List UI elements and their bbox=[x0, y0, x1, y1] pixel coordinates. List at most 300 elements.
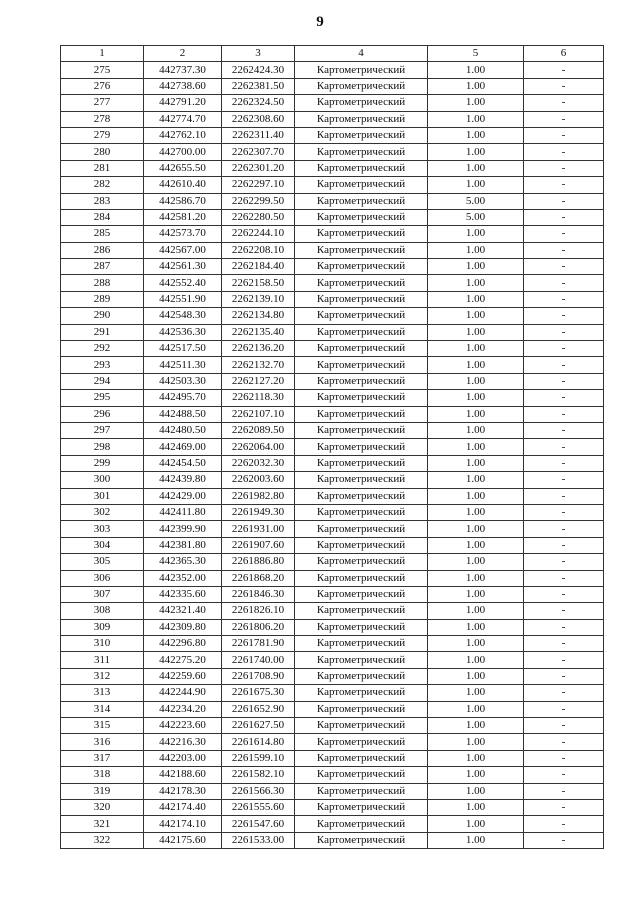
point-number-cell: 320 bbox=[61, 799, 144, 815]
y-coordinate-cell: 2261868.20 bbox=[222, 570, 295, 586]
table-row bbox=[61, 619, 604, 635]
accuracy-cell: 1.00 bbox=[428, 652, 524, 668]
table-row bbox=[61, 422, 604, 438]
accuracy-cell: 1.00 bbox=[428, 734, 524, 750]
note-cell: - bbox=[524, 750, 604, 766]
accuracy-cell: 1.00 bbox=[428, 537, 524, 553]
x-coordinate-cell: 442178.30 bbox=[144, 783, 222, 799]
y-coordinate-cell: 2261886.80 bbox=[222, 554, 295, 570]
method-cell: Картометрический bbox=[295, 521, 428, 537]
point-number-cell: 287 bbox=[61, 259, 144, 275]
point-number-cell: 292 bbox=[61, 341, 144, 357]
y-coordinate-cell: 2262301.20 bbox=[222, 160, 295, 176]
x-coordinate-cell: 442244.90 bbox=[144, 685, 222, 701]
note-cell: - bbox=[524, 439, 604, 455]
accuracy-cell: 1.00 bbox=[428, 308, 524, 324]
accuracy-cell: 1.00 bbox=[428, 799, 524, 815]
x-coordinate-cell: 442175.60 bbox=[144, 832, 222, 848]
y-coordinate-cell: 2262308.60 bbox=[222, 111, 295, 127]
accuracy-cell: 1.00 bbox=[428, 422, 524, 438]
note-cell: - bbox=[524, 537, 604, 553]
method-cell: Картометрический bbox=[295, 586, 428, 602]
note-cell: - bbox=[524, 308, 604, 324]
table-row bbox=[61, 209, 604, 225]
table-row bbox=[61, 488, 604, 504]
y-coordinate-cell: 2261582.10 bbox=[222, 767, 295, 783]
page-number: 9 bbox=[316, 14, 324, 30]
point-number-cell: 321 bbox=[61, 816, 144, 832]
table-row bbox=[61, 177, 604, 193]
accuracy-cell: 1.00 bbox=[428, 160, 524, 176]
x-coordinate-cell: 442561.30 bbox=[144, 259, 222, 275]
y-coordinate-cell: 2261846.30 bbox=[222, 586, 295, 602]
x-coordinate-cell: 442774.70 bbox=[144, 111, 222, 127]
accuracy-cell: 1.00 bbox=[428, 832, 524, 848]
y-coordinate-cell: 2262324.50 bbox=[222, 95, 295, 111]
point-number-cell: 277 bbox=[61, 95, 144, 111]
x-coordinate-cell: 442234.20 bbox=[144, 701, 222, 717]
point-number-cell: 317 bbox=[61, 750, 144, 766]
method-cell: Картометрический bbox=[295, 750, 428, 766]
y-coordinate-cell: 2262032.30 bbox=[222, 455, 295, 471]
y-coordinate-cell: 2262132.70 bbox=[222, 357, 295, 373]
note-cell: - bbox=[524, 390, 604, 406]
y-coordinate-cell: 2262003.60 bbox=[222, 472, 295, 488]
note-cell: - bbox=[524, 160, 604, 176]
accuracy-cell: 1.00 bbox=[428, 554, 524, 570]
accuracy-cell: 5.00 bbox=[428, 209, 524, 225]
accuracy-cell: 1.00 bbox=[428, 259, 524, 275]
note-cell: - bbox=[524, 193, 604, 209]
point-number-cell: 295 bbox=[61, 390, 144, 406]
point-number-cell: 322 bbox=[61, 832, 144, 848]
y-coordinate-cell: 2261982.80 bbox=[222, 488, 295, 504]
point-number-cell: 280 bbox=[61, 144, 144, 160]
point-number-cell: 303 bbox=[61, 521, 144, 537]
table-row bbox=[61, 308, 604, 324]
accuracy-cell: 1.00 bbox=[428, 521, 524, 537]
method-cell: Картометрический bbox=[295, 504, 428, 520]
y-coordinate-cell: 2261555.60 bbox=[222, 799, 295, 815]
method-cell: Картометрический bbox=[295, 832, 428, 848]
y-coordinate-cell: 2261949.30 bbox=[222, 504, 295, 520]
y-coordinate-cell: 2262244.10 bbox=[222, 226, 295, 242]
method-cell: Картометрический bbox=[295, 472, 428, 488]
accuracy-cell: 1.00 bbox=[428, 111, 524, 127]
x-coordinate-cell: 442586.70 bbox=[144, 193, 222, 209]
x-coordinate-cell: 442581.20 bbox=[144, 209, 222, 225]
table-row bbox=[61, 521, 604, 537]
point-number-cell: 290 bbox=[61, 308, 144, 324]
note-cell: - bbox=[524, 701, 604, 717]
table-row bbox=[61, 668, 604, 684]
note-cell: - bbox=[524, 357, 604, 373]
y-coordinate-cell: 2262158.50 bbox=[222, 275, 295, 291]
note-cell: - bbox=[524, 341, 604, 357]
table-row bbox=[61, 259, 604, 275]
point-number-cell: 313 bbox=[61, 685, 144, 701]
note-cell: - bbox=[524, 636, 604, 652]
point-number-cell: 281 bbox=[61, 160, 144, 176]
point-number-cell: 311 bbox=[61, 652, 144, 668]
y-coordinate-cell: 2262127.20 bbox=[222, 373, 295, 389]
y-coordinate-cell: 2261614.80 bbox=[222, 734, 295, 750]
y-coordinate-cell: 2261652.90 bbox=[222, 701, 295, 717]
point-number-cell: 304 bbox=[61, 537, 144, 553]
point-number-cell: 319 bbox=[61, 783, 144, 799]
method-cell: Картометрический bbox=[295, 455, 428, 471]
method-cell: Картометрический bbox=[295, 78, 428, 94]
x-coordinate-cell: 442174.10 bbox=[144, 816, 222, 832]
method-cell: Картометрический bbox=[295, 357, 428, 373]
method-cell: Картометрический bbox=[295, 341, 428, 357]
table-row bbox=[61, 275, 604, 291]
table-row bbox=[61, 341, 604, 357]
accuracy-cell: 1.00 bbox=[428, 603, 524, 619]
accuracy-cell: 1.00 bbox=[428, 750, 524, 766]
note-cell: - bbox=[524, 95, 604, 111]
point-number-cell: 275 bbox=[61, 62, 144, 78]
accuracy-cell: 1.00 bbox=[428, 455, 524, 471]
y-coordinate-cell: 2262299.50 bbox=[222, 193, 295, 209]
x-coordinate-cell: 442551.90 bbox=[144, 291, 222, 307]
point-number-cell: 279 bbox=[61, 127, 144, 143]
table-row bbox=[61, 783, 604, 799]
accuracy-cell: 1.00 bbox=[428, 291, 524, 307]
point-number-cell: 282 bbox=[61, 177, 144, 193]
table-row bbox=[61, 734, 604, 750]
table-row bbox=[61, 78, 604, 94]
note-cell: - bbox=[524, 242, 604, 258]
accuracy-cell: 1.00 bbox=[428, 685, 524, 701]
accuracy-cell: 1.00 bbox=[428, 504, 524, 520]
accuracy-cell: 1.00 bbox=[428, 570, 524, 586]
note-cell: - bbox=[524, 127, 604, 143]
accuracy-cell: 1.00 bbox=[428, 439, 524, 455]
x-coordinate-cell: 442439.80 bbox=[144, 472, 222, 488]
accuracy-cell: 1.00 bbox=[428, 767, 524, 783]
method-cell: Картометрический bbox=[295, 718, 428, 734]
note-cell: - bbox=[524, 832, 604, 848]
x-coordinate-cell: 442381.80 bbox=[144, 537, 222, 553]
method-cell: Картометрический bbox=[295, 734, 428, 750]
y-coordinate-cell: 2261599.10 bbox=[222, 750, 295, 766]
point-number-cell: 278 bbox=[61, 111, 144, 127]
note-cell: - bbox=[524, 603, 604, 619]
y-coordinate-cell: 2262135.40 bbox=[222, 324, 295, 340]
point-number-cell: 307 bbox=[61, 586, 144, 602]
table-row bbox=[61, 537, 604, 553]
note-cell: - bbox=[524, 226, 604, 242]
method-cell: Картометрический bbox=[295, 275, 428, 291]
accuracy-cell: 1.00 bbox=[428, 341, 524, 357]
accuracy-cell: 1.00 bbox=[428, 701, 524, 717]
note-cell: - bbox=[524, 652, 604, 668]
point-number-cell: 291 bbox=[61, 324, 144, 340]
x-coordinate-cell: 442700.00 bbox=[144, 144, 222, 160]
note-cell: - bbox=[524, 799, 604, 815]
x-coordinate-cell: 442762.10 bbox=[144, 127, 222, 143]
x-coordinate-cell: 442454.50 bbox=[144, 455, 222, 471]
note-cell: - bbox=[524, 62, 604, 78]
note-cell: - bbox=[524, 406, 604, 422]
note-cell: - bbox=[524, 472, 604, 488]
x-coordinate-cell: 442275.20 bbox=[144, 652, 222, 668]
y-coordinate-cell: 2261907.60 bbox=[222, 537, 295, 553]
y-coordinate-cell: 2262107.10 bbox=[222, 406, 295, 422]
x-coordinate-cell: 442488.50 bbox=[144, 406, 222, 422]
note-cell: - bbox=[524, 586, 604, 602]
method-cell: Картометрический bbox=[295, 291, 428, 307]
y-coordinate-cell: 2262424.30 bbox=[222, 62, 295, 78]
table-row bbox=[61, 832, 604, 848]
table-row bbox=[61, 439, 604, 455]
table-row bbox=[61, 127, 604, 143]
y-coordinate-cell: 2262064.00 bbox=[222, 439, 295, 455]
y-coordinate-cell: 2262136.20 bbox=[222, 341, 295, 357]
table-row bbox=[61, 226, 604, 242]
point-number-cell: 306 bbox=[61, 570, 144, 586]
point-number-cell: 298 bbox=[61, 439, 144, 455]
point-number-cell: 316 bbox=[61, 734, 144, 750]
x-coordinate-cell: 442203.00 bbox=[144, 750, 222, 766]
method-cell: Картометрический bbox=[295, 259, 428, 275]
note-cell: - bbox=[524, 685, 604, 701]
x-coordinate-cell: 442655.50 bbox=[144, 160, 222, 176]
table-row bbox=[61, 406, 604, 422]
note-cell: - bbox=[524, 488, 604, 504]
x-coordinate-cell: 442411.80 bbox=[144, 504, 222, 520]
point-number-cell: 294 bbox=[61, 373, 144, 389]
y-coordinate-cell: 2262139.10 bbox=[222, 291, 295, 307]
header-cell-4: 4 bbox=[295, 46, 428, 62]
note-cell: - bbox=[524, 78, 604, 94]
method-cell: Картометрический bbox=[295, 422, 428, 438]
accuracy-cell: 1.00 bbox=[428, 390, 524, 406]
point-number-cell: 276 bbox=[61, 78, 144, 94]
table-row bbox=[61, 750, 604, 766]
table-row bbox=[61, 472, 604, 488]
table-row bbox=[61, 767, 604, 783]
x-coordinate-cell: 442552.40 bbox=[144, 275, 222, 291]
header-cell-6: 6 bbox=[524, 46, 604, 62]
note-cell: - bbox=[524, 275, 604, 291]
accuracy-cell: 1.00 bbox=[428, 242, 524, 258]
method-cell: Картометрический bbox=[295, 603, 428, 619]
x-coordinate-cell: 442480.50 bbox=[144, 422, 222, 438]
x-coordinate-cell: 442216.30 bbox=[144, 734, 222, 750]
y-coordinate-cell: 2262089.50 bbox=[222, 422, 295, 438]
note-cell: - bbox=[524, 324, 604, 340]
accuracy-cell: 1.00 bbox=[428, 127, 524, 143]
x-coordinate-cell: 442738.60 bbox=[144, 78, 222, 94]
method-cell: Картометрический bbox=[295, 619, 428, 635]
accuracy-cell: 1.00 bbox=[428, 586, 524, 602]
table-row bbox=[61, 62, 604, 78]
y-coordinate-cell: 2262280.50 bbox=[222, 209, 295, 225]
accuracy-cell: 1.00 bbox=[428, 816, 524, 832]
note-cell: - bbox=[524, 291, 604, 307]
point-number-cell: 299 bbox=[61, 455, 144, 471]
accuracy-cell: 1.00 bbox=[428, 406, 524, 422]
point-number-cell: 314 bbox=[61, 701, 144, 717]
x-coordinate-cell: 442365.30 bbox=[144, 554, 222, 570]
x-coordinate-cell: 442503.30 bbox=[144, 373, 222, 389]
y-coordinate-cell: 2262208.10 bbox=[222, 242, 295, 258]
accuracy-cell: 1.00 bbox=[428, 373, 524, 389]
table-row bbox=[61, 324, 604, 340]
y-coordinate-cell: 2261533.00 bbox=[222, 832, 295, 848]
table-row bbox=[61, 242, 604, 258]
accuracy-cell: 1.00 bbox=[428, 226, 524, 242]
note-cell: - bbox=[524, 668, 604, 684]
method-cell: Картометрический bbox=[295, 390, 428, 406]
x-coordinate-cell: 442174.40 bbox=[144, 799, 222, 815]
accuracy-cell: 1.00 bbox=[428, 275, 524, 291]
accuracy-cell: 1.00 bbox=[428, 78, 524, 94]
note-cell: - bbox=[524, 570, 604, 586]
x-coordinate-cell: 442737.30 bbox=[144, 62, 222, 78]
y-coordinate-cell: 2262381.50 bbox=[222, 78, 295, 94]
method-cell: Картометрический bbox=[295, 226, 428, 242]
x-coordinate-cell: 442335.60 bbox=[144, 586, 222, 602]
point-number-cell: 318 bbox=[61, 767, 144, 783]
accuracy-cell: 1.00 bbox=[428, 488, 524, 504]
table-row bbox=[61, 144, 604, 160]
accuracy-cell: 1.00 bbox=[428, 668, 524, 684]
x-coordinate-cell: 442469.00 bbox=[144, 439, 222, 455]
method-cell: Картометрический bbox=[295, 242, 428, 258]
point-number-cell: 315 bbox=[61, 718, 144, 734]
x-coordinate-cell: 442259.60 bbox=[144, 668, 222, 684]
method-cell: Картометрический bbox=[295, 537, 428, 553]
point-number-cell: 289 bbox=[61, 291, 144, 307]
method-cell: Картометрический bbox=[295, 570, 428, 586]
method-cell: Картометрический bbox=[295, 144, 428, 160]
method-cell: Картометрический bbox=[295, 767, 428, 783]
x-coordinate-cell: 442352.00 bbox=[144, 570, 222, 586]
point-number-cell: 285 bbox=[61, 226, 144, 242]
accuracy-cell: 1.00 bbox=[428, 177, 524, 193]
header-cell-3: 3 bbox=[222, 46, 295, 62]
table-row bbox=[61, 373, 604, 389]
accuracy-cell: 5.00 bbox=[428, 193, 524, 209]
table-header bbox=[61, 46, 604, 62]
table-row bbox=[61, 718, 604, 734]
x-coordinate-cell: 442548.30 bbox=[144, 308, 222, 324]
method-cell: Картометрический bbox=[295, 177, 428, 193]
table-row bbox=[61, 554, 604, 570]
point-number-cell: 297 bbox=[61, 422, 144, 438]
y-coordinate-cell: 2261826.10 bbox=[222, 603, 295, 619]
y-coordinate-cell: 2261781.90 bbox=[222, 636, 295, 652]
accuracy-cell: 1.00 bbox=[428, 636, 524, 652]
table-row bbox=[61, 603, 604, 619]
header-cell-2: 2 bbox=[144, 46, 222, 62]
method-cell: Картометрический bbox=[295, 373, 428, 389]
point-number-cell: 283 bbox=[61, 193, 144, 209]
note-cell: - bbox=[524, 177, 604, 193]
x-coordinate-cell: 442309.80 bbox=[144, 619, 222, 635]
method-cell: Картометрический bbox=[295, 799, 428, 815]
method-cell: Картометрический bbox=[295, 554, 428, 570]
y-coordinate-cell: 2261806.20 bbox=[222, 619, 295, 635]
method-cell: Картометрический bbox=[295, 308, 428, 324]
method-cell: Картометрический bbox=[295, 95, 428, 111]
x-coordinate-cell: 442791.20 bbox=[144, 95, 222, 111]
x-coordinate-cell: 442429.00 bbox=[144, 488, 222, 504]
header-row bbox=[61, 46, 604, 62]
method-cell: Картометрический bbox=[295, 406, 428, 422]
x-coordinate-cell: 442296.80 bbox=[144, 636, 222, 652]
y-coordinate-cell: 2261708.90 bbox=[222, 668, 295, 684]
note-cell: - bbox=[524, 209, 604, 225]
method-cell: Картометрический bbox=[295, 160, 428, 176]
note-cell: - bbox=[524, 734, 604, 750]
method-cell: Картометрический bbox=[295, 439, 428, 455]
method-cell: Картометрический bbox=[295, 488, 428, 504]
y-coordinate-cell: 2261627.50 bbox=[222, 718, 295, 734]
accuracy-cell: 1.00 bbox=[428, 95, 524, 111]
x-coordinate-cell: 442188.60 bbox=[144, 767, 222, 783]
x-coordinate-cell: 442567.00 bbox=[144, 242, 222, 258]
accuracy-cell: 1.00 bbox=[428, 783, 524, 799]
note-cell: - bbox=[524, 455, 604, 471]
note-cell: - bbox=[524, 619, 604, 635]
table-row bbox=[61, 390, 604, 406]
accuracy-cell: 1.00 bbox=[428, 62, 524, 78]
y-coordinate-cell: 2261547.60 bbox=[222, 816, 295, 832]
table-row bbox=[61, 193, 604, 209]
table-body bbox=[61, 62, 604, 849]
x-coordinate-cell: 442511.30 bbox=[144, 357, 222, 373]
method-cell: Картометрический bbox=[295, 193, 428, 209]
method-cell: Картометрический bbox=[295, 324, 428, 340]
point-number-cell: 286 bbox=[61, 242, 144, 258]
method-cell: Картометрический bbox=[295, 127, 428, 143]
note-cell: - bbox=[524, 504, 604, 520]
table-row bbox=[61, 291, 604, 307]
note-cell: - bbox=[524, 111, 604, 127]
accuracy-cell: 1.00 bbox=[428, 324, 524, 340]
table-row bbox=[61, 816, 604, 832]
accuracy-cell: 1.00 bbox=[428, 472, 524, 488]
note-cell: - bbox=[524, 816, 604, 832]
note-cell: - bbox=[524, 422, 604, 438]
y-coordinate-cell: 2262307.70 bbox=[222, 144, 295, 160]
x-coordinate-cell: 442495.70 bbox=[144, 390, 222, 406]
y-coordinate-cell: 2262118.30 bbox=[222, 390, 295, 406]
note-cell: - bbox=[524, 767, 604, 783]
header-cell-1: 1 bbox=[61, 46, 144, 62]
x-coordinate-cell: 442321.40 bbox=[144, 603, 222, 619]
point-number-cell: 309 bbox=[61, 619, 144, 635]
note-cell: - bbox=[524, 373, 604, 389]
table-row bbox=[61, 636, 604, 652]
point-number-cell: 296 bbox=[61, 406, 144, 422]
y-coordinate-cell: 2261931.00 bbox=[222, 521, 295, 537]
x-coordinate-cell: 442223.60 bbox=[144, 718, 222, 734]
point-number-cell: 293 bbox=[61, 357, 144, 373]
point-number-cell: 310 bbox=[61, 636, 144, 652]
point-number-cell: 288 bbox=[61, 275, 144, 291]
table-row bbox=[61, 95, 604, 111]
method-cell: Картометрический bbox=[295, 783, 428, 799]
note-cell: - bbox=[524, 259, 604, 275]
x-coordinate-cell: 442610.40 bbox=[144, 177, 222, 193]
y-coordinate-cell: 2261740.00 bbox=[222, 652, 295, 668]
table-row bbox=[61, 160, 604, 176]
